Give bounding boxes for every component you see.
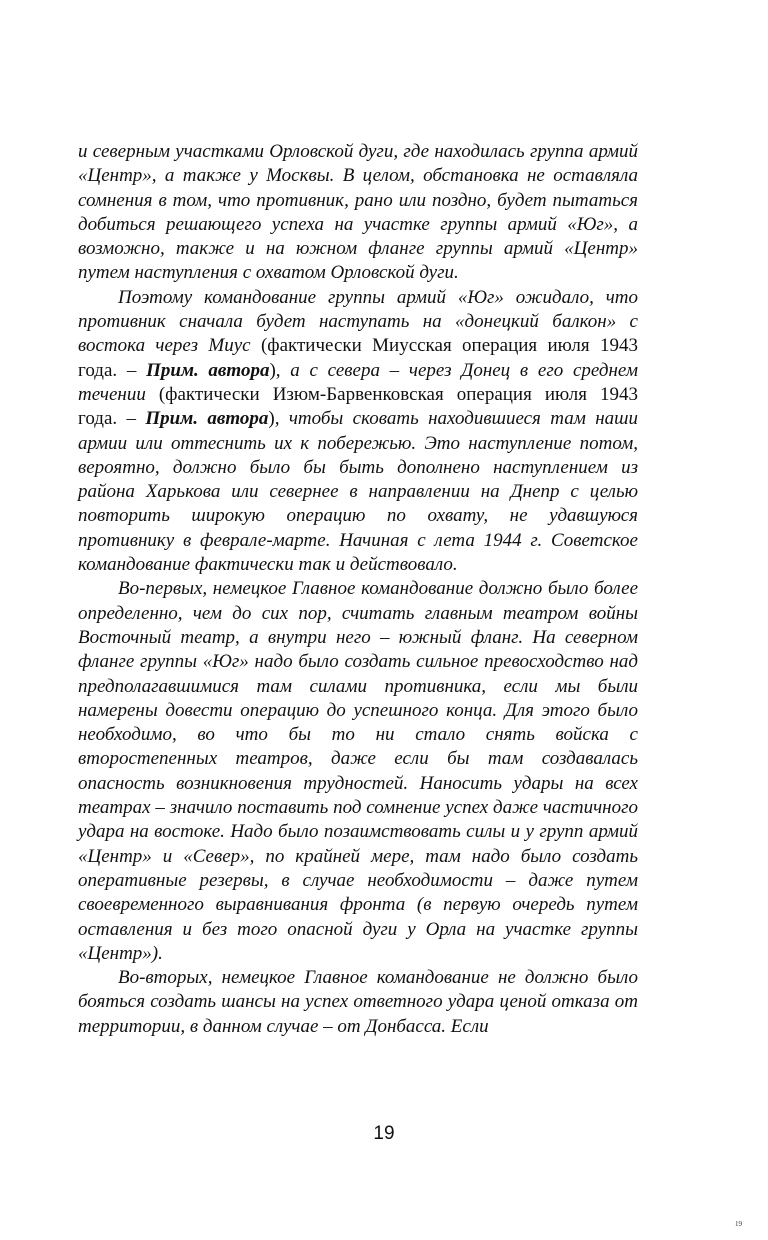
text-segment: Во-вторых, немецкое Главное командование не должно было бояться создать шансы на успех ответного удара ценой отказа от территории, в данном случае – от Донбасса. Если [78, 967, 638, 1037]
author-note: Прим. автора [146, 359, 270, 381]
upright-text-segment: ) [268, 408, 275, 430]
upright-text-segment: (фактически Изюм-Барвенковская операция июля 1943 года. – [78, 383, 638, 430]
upright-text-segment: ) [269, 359, 276, 381]
paragraph [78, 577, 638, 966]
page-body [78, 140, 638, 1039]
paragraph [78, 286, 638, 578]
corner-page-number: 19 [735, 1220, 742, 1228]
text-segment: и северным участками Орловской дуги, где находилась группа армий «Центр», а также у Москвы. В целом, обстановка не оставляла сомнения в том, что противник, рано или поздно, будет пытаться добиться решающего успеха на участке группы армий «Юг», а возможно, также и на южном фланге группы армий «Центр» путем наступления с охватом Орловской дуги. [78, 141, 638, 284]
text-segment: Во-первых, немецкое Главное командование должно было более определенно, чем до сих пор, считать главным театром войны Восточный театр, а внутри него – южный фланг. На северном фланге группы «Юг» надо было создать сильное превосходство над предполагавшимися там силами противника, если мы были намерены довести операцию до успешного конца. Для этого было необходимо, во что бы то ни стало снять войска с второстепенных театров, даже если бы там создавалась опасность возникновения трудностей. Наносить удары на всех театрах – значило поставить под сомнение успех даже частичного удара на востоке. Надо было позаимствовать силы и у групп армий «Центр» и «Север», по крайней мере, там надо было создать оперативные резервы, в случае необходимости – даже путем своевременного выравнивания фронта (в первую очередь путем оставления и без того опасной дуги у Орла на участке группы «Центр»). [78, 578, 638, 964]
author-note: Прим. автора [145, 408, 269, 430]
paragraph [78, 966, 638, 1039]
text-segment: , чтобы сковать находившиеся там наши армии или оттеснить их к побережью. Это наступление потом, вероятно, должно было бы быть дополнено наступлением из района Харькова или севернее в направлении на Днепр с целью повторить широкую операцию по охвату, не удавшуюся противнику в феврале-марте. Начиная с лета 1944 г. Советское командование фактически так и действовало. [78, 408, 638, 576]
text-segment: , а с севера – через Донец в его среднем течении [78, 359, 638, 405]
upright-text-segment: (фактически Миусская операция июля 1943 года. – [78, 335, 638, 381]
paragraph [78, 140, 638, 286]
text-segment: Поэтому командование группы армий «Юг» ожидало, что противник сначала будет наступать на «донецкий балкон» с востока через Миус [78, 286, 638, 357]
page-number: 19 [373, 1123, 395, 1144]
